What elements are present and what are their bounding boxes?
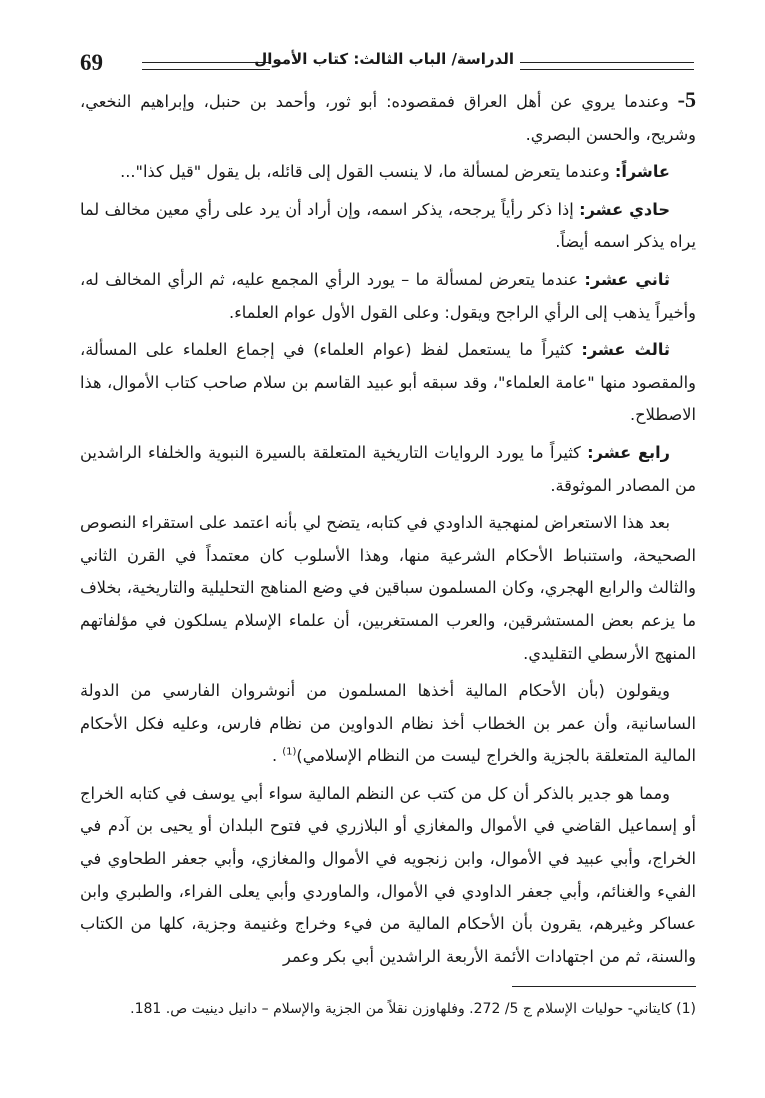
page-header [80,48,694,88]
paragraph-lead: حادي عشر: [579,199,670,219]
paragraph-text: وعندما يتعرض لمسألة ما، لا ينسب القول إلى قائله، بل يقول "قيل كذا"... [120,162,615,182]
paragraph-text: كثيراً ما يورد الروايات التاريخية المتعلقة بالسيرة النبوية والخلفاء الراشدين من المصادر الموثوقة. [80,442,696,495]
paragraph-text: بعد هذا الاستعراض لمنهجية الداودي في كتابه، يتضح لي بأنه اعتمد على استقراء النصوص الصحيحة، واستنباط الأحكام الشرعية منها، وهذا الأسلوب كان معتمداً في القرن الثاني والثالث والرابع الهجري، وكان المسلمون سباقين في وضع المناهج التحليلية والتاريخية، بخلاف ما يزعم بعض المستشرقين، والعرب المستغربين، أن علماء الإسلام يسلكون في مؤلفاتهم المنهج الأرسطي التقليدي. [80,513,696,663]
paragraph [80,437,696,502]
paragraph-text: وعندما يروي عن أهل العراق فمقصوده: أبو ثور، وأحمد بن حنبل، وإبراهيم النخعي، وشريح، والحسن البصري. [80,92,696,144]
running-title: الدراسة/ الباب الثالث: كتاب الأموال [254,50,514,68]
footnote-marker[interactable]: (1) [282,746,297,758]
paragraph-text: عندما يتعرض لمسألة ما – يورد الرأي المجمع عليه، ثم الرأي المخالف له، وأخيراً يذهب إلى الرأي الراجح ويقول: وعلى القول الأول عوام العلماء. [80,269,696,322]
paragraph-lead: ثاني عشر: [584,269,670,289]
paragraph [80,84,696,151]
paragraph-lead: 5- [677,87,696,112]
body-text [80,84,696,978]
footnotes [80,996,696,1022]
paragraph-lead: رابع عشر: [587,442,670,462]
paragraph-text: ومما هو جدير بالذكر أن كل من كتب عن النظم المالية سواء أبي يوسف في كتابه الخراج أو إسماعيل القاضي في الأموال والمغازي أو البلازري في فتوح البلدان أو يحيى بن آدم في الخراج، وأبي عبيد في الأموال، وابن زنجويه في الأموال والمغازي، وأبي جعفر الطحاوي في الفيء والغنائم، وأبي جعفر الداودي في الأموال، والماوردي وأبي يعلى الفراء، والطبري وابن عساكر وغيرهم، يقرون بأن الأحكام المالية من فيء وخراج وغنيمة وجزية، كلها من الكتاب والسنة، ثم من اجتهادات الأئمة الأربعة الراشدين أبي بكر وعمر [80,783,696,966]
paragraph [80,194,696,259]
paragraph-tail: . [271,746,283,766]
paragraph-lead: ثالث عشر: [581,340,670,360]
header-rule-left [142,62,270,70]
paragraph [80,507,696,670]
paragraph-lead: عاشراً: [614,162,670,182]
footnote-divider [512,986,696,987]
paragraph [80,264,696,329]
footnote-item: (1) كايتاني- حوليات الإسلام ج 5/ 272. وفلهاوزن نقلاً من الجزية والإسلام – دانيل دينيت ص. 181. [130,1001,696,1017]
paragraph [80,156,696,189]
paragraph-text: كثيراً ما يستعمل لفظ (عوام العلماء) في إجماع العلماء على المسألة، والمقصود منها "عامة العلماء"، وقد سبقه أبو عبيد القاسم بن سلام صاحب كتاب الأموال، هذا الاصطلاح. [80,340,696,425]
paragraph [80,778,696,974]
paragraph-text: إذا ذكر رأياً يرجحه، يذكر اسمه، وإن أراد أن يرد على رأي معين مخالف لما يراه يذكر اسمه أيضاً. [80,199,696,252]
paragraph [80,675,696,773]
header-rule-right [520,62,694,70]
paragraph-text: ويقولون (بأن الأحكام المالية أخذها المسلمون من أنوشروان الفارسي من الدولة الساسانية، وأن عمر بن الخطاب أخذ نظام الدواوين من نظام فارس، وعليه فكل الأحكام المالية المتعلقة بالجزية والخراج ليست من النظام الإسلامي) [80,681,696,766]
page-number: 69 [80,50,103,75]
paragraph [80,334,696,432]
